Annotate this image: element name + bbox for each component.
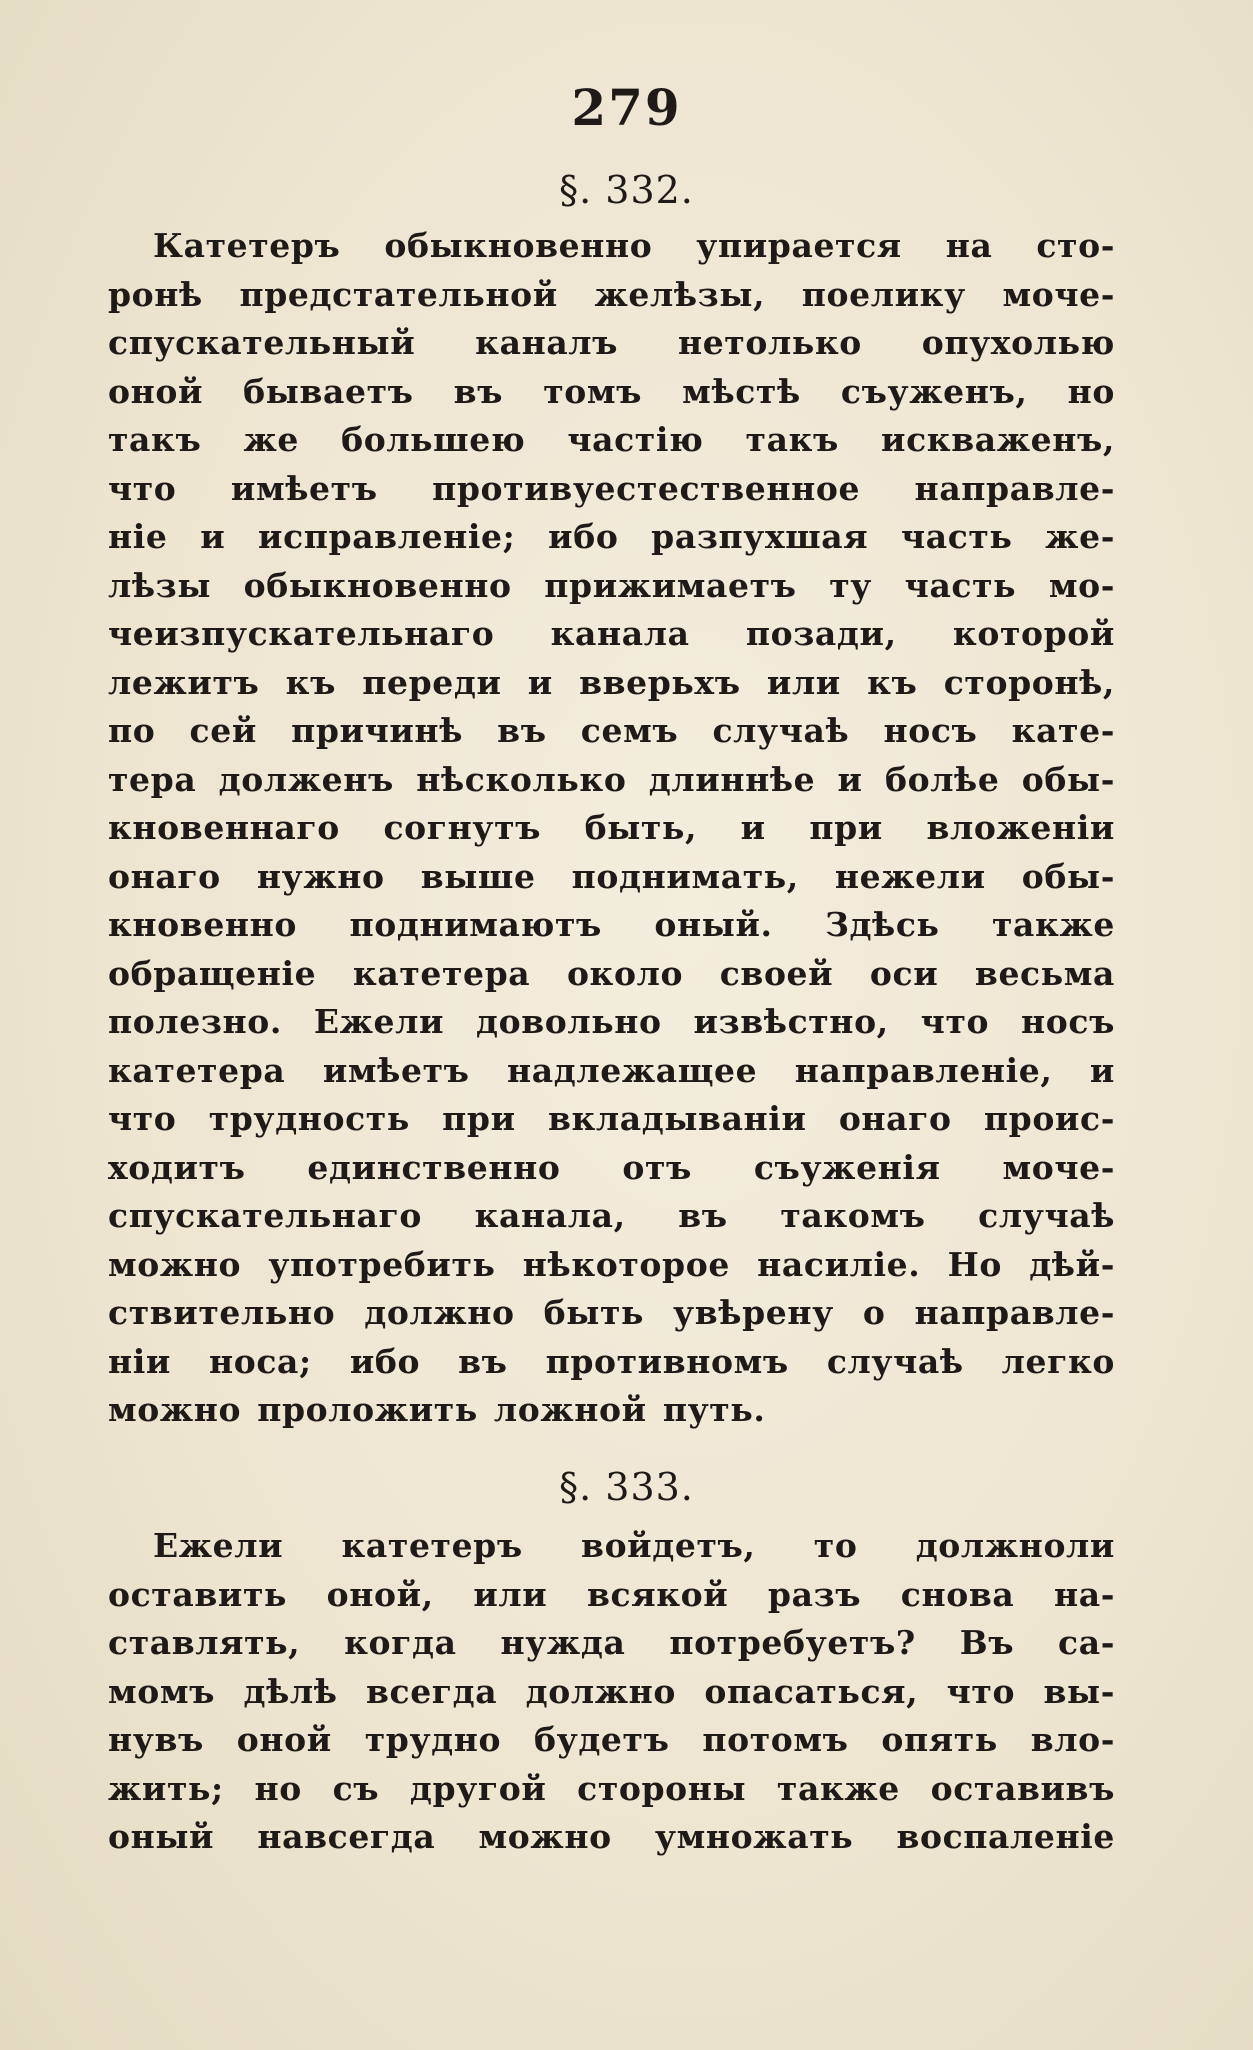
text-line: такъ же большею частію такъ исквaженъ,	[108, 420, 1115, 459]
text-line: по сей причинѣ въ семъ случаѣ носъ кате-	[108, 711, 1115, 750]
text-line: жить; но съ другой стороны также оставивъ	[108, 1768, 1115, 1808]
text-line: ствительно должно быть увѣрену о направле-	[108, 1293, 1115, 1332]
text-line: что имѣетъ противуестественное направле-	[108, 468, 1115, 508]
text-line: оставить оной, или всякой разъ снова на-	[108, 1574, 1115, 1614]
section-heading-332: §. 332.	[559, 168, 694, 212]
text-line: спускательный каналъ нетолько опухолью	[108, 323, 1115, 362]
text-line: кновеннаго согнутъ быть, и при вложеніи	[108, 808, 1115, 847]
text-line: тера долженъ нѣсколько длиннѣе и болѣе обы-	[108, 759, 1115, 799]
text-line: ніи носа; ибо въ противномъ случаѣ легко	[108, 1341, 1115, 1381]
text-line: кновенно поднимаютъ оный. Здѣсь также	[108, 905, 1115, 944]
text-line: что трудность при вкладываніи онаго проис-	[108, 1099, 1115, 1138]
text-line: оной бываетъ въ томъ мѣстѣ съуженъ, но	[108, 371, 1115, 411]
text-line: полезно. Ежели довольно извѣстно, что носъ	[108, 1002, 1115, 1041]
text-line: ніе и исправленіе; ибо разпухшая часть же-	[108, 517, 1115, 556]
text-line: онаго нужно выше поднимать, нежели обы-	[108, 856, 1115, 896]
text-line: ронѣ предстательной желѣзы, поелику моче-	[108, 274, 1115, 314]
page-number: 279	[571, 78, 682, 137]
text-line: ходитъ единственно отъ съуженія моче-	[108, 1147, 1115, 1187]
section-332-paragraph	[108, 222, 1115, 1435]
text-line: можно проложить ложной путь.	[108, 1390, 766, 1429]
section-333-paragraph	[108, 1522, 1115, 1862]
text-line: ставлять, когда нужда потребуетъ? Въ са-	[108, 1623, 1115, 1662]
text-line: чеизпускательнаго канала позади, которой	[108, 614, 1115, 653]
text-line: нувъ оной трудно будетъ потомъ опять вло-	[108, 1720, 1115, 1759]
text-line: момъ дѣлѣ всегда должно опасаться, что вы-	[108, 1671, 1115, 1711]
text-line: оный навсегда можно умножать воспаленіе	[108, 1817, 1115, 1856]
text-line: Катетеръ обыкновенно упирается на сто-	[153, 226, 1115, 265]
text-line: лежитъ къ переди и вверьхъ или къ сторонѣ,	[108, 662, 1115, 702]
text-line: Ежели катетеръ войдетъ, то должноли	[153, 1526, 1115, 1565]
text-line: катетера имѣетъ надлежащее направленіе, и	[108, 1050, 1115, 1090]
section-heading-333: §. 333.	[559, 1465, 694, 1509]
text-line: спускательнаго канала, въ такомъ случаѣ	[108, 1196, 1115, 1235]
text-line: обращеніе катетера около своей оси весьма	[108, 953, 1115, 993]
text-line: лѣзы обыкновенно прижимаетъ ту часть мо-	[108, 565, 1115, 605]
text-line: можно употребить нѣкоторое насиліе. Но дѣй-	[108, 1244, 1115, 1284]
